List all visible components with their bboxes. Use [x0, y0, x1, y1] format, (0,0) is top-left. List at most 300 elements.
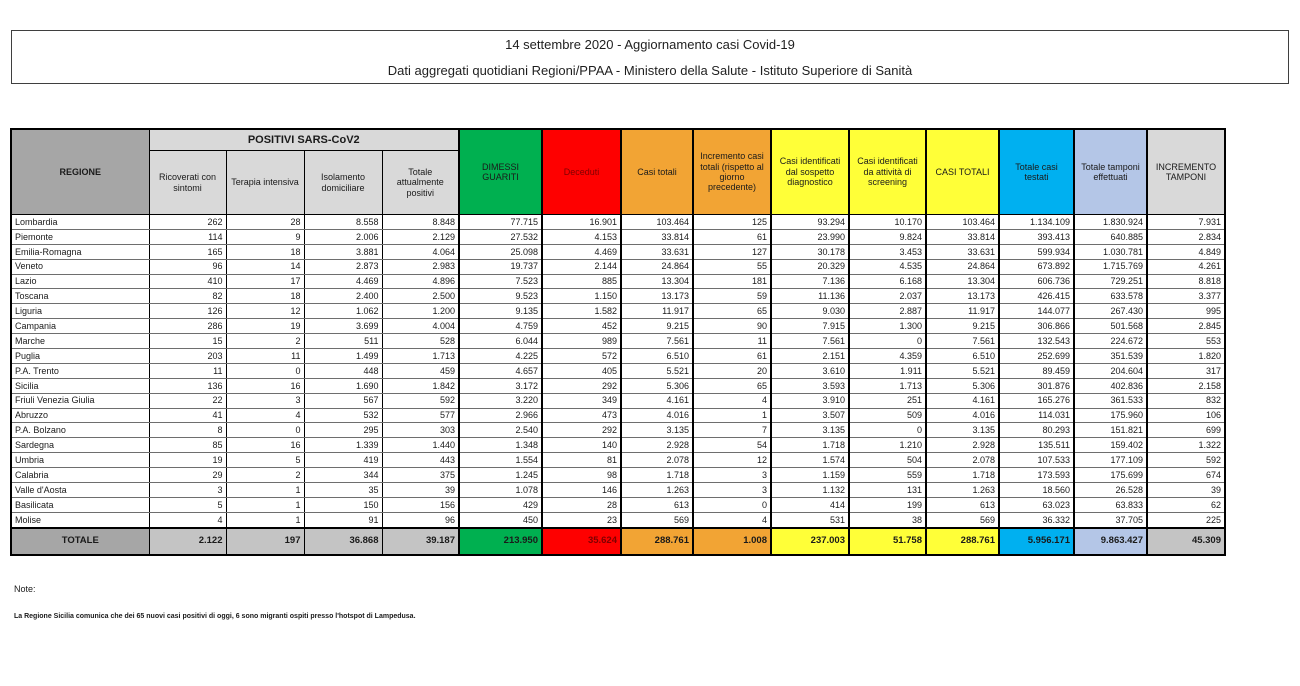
value-cell: 7.931 [1147, 215, 1225, 230]
value-cell: 18 [226, 244, 304, 259]
value-cell: 144.077 [999, 304, 1074, 319]
value-cell: 443 [382, 453, 459, 468]
value-cell: 1.263 [621, 483, 693, 498]
value-cell: 1 [226, 483, 304, 498]
value-cell: 292 [542, 423, 621, 438]
value-cell: 126 [149, 304, 226, 319]
value-cell: 81 [542, 453, 621, 468]
value-cell: 114.031 [999, 408, 1074, 423]
value-cell: 175.699 [1074, 468, 1147, 483]
value-cell: 5.306 [926, 378, 999, 393]
value-cell: 28 [542, 497, 621, 512]
value-cell: 251 [849, 393, 926, 408]
value-cell: 35 [304, 483, 382, 498]
table-row [11, 215, 1225, 230]
total-value-cell: 51.758 [849, 528, 926, 555]
value-cell: 4.161 [926, 393, 999, 408]
value-cell: 1 [226, 497, 304, 512]
value-cell: 203 [149, 349, 226, 364]
table-row [11, 393, 1225, 408]
value-cell: 12 [693, 453, 771, 468]
value-cell: 33.631 [926, 244, 999, 259]
value-cell: 11 [693, 334, 771, 349]
value-cell: 146 [542, 483, 621, 498]
value-cell: 5.521 [621, 363, 693, 378]
region-name-cell: Sicilia [11, 378, 149, 393]
value-cell: 267.430 [1074, 304, 1147, 319]
value-cell: 317 [1147, 363, 1225, 378]
value-cell: 429 [459, 497, 542, 512]
table-row [11, 408, 1225, 423]
value-cell: 16.901 [542, 215, 621, 230]
value-cell: 2.966 [459, 408, 542, 423]
value-cell: 4.657 [459, 363, 542, 378]
value-cell: 23 [542, 512, 621, 527]
value-cell: 12 [226, 304, 304, 319]
value-cell: 1.322 [1147, 438, 1225, 453]
value-cell: 135.511 [999, 438, 1074, 453]
value-cell: 15 [149, 334, 226, 349]
region-name-cell: Calabria [11, 468, 149, 483]
value-cell: 303 [382, 423, 459, 438]
col-header-ricoverati-con-sintomi: Ricoverati con sintomi [149, 151, 226, 215]
total-value-cell: 36.868 [304, 528, 382, 555]
value-cell: 7.561 [926, 334, 999, 349]
total-value-cell: 197 [226, 528, 304, 555]
value-cell: 567 [304, 393, 382, 408]
value-cell: 4.225 [459, 349, 542, 364]
value-cell: 150 [304, 497, 382, 512]
table-body [11, 215, 1225, 528]
value-cell: 1 [226, 512, 304, 527]
value-cell: 2.037 [849, 289, 926, 304]
value-cell: 20.329 [771, 259, 849, 274]
value-cell: 114 [149, 229, 226, 244]
value-cell: 306.866 [999, 319, 1074, 334]
value-cell: 2.500 [382, 289, 459, 304]
region-name-cell: Molise [11, 512, 149, 527]
value-cell: 7.136 [771, 274, 849, 289]
value-cell: 7.915 [771, 319, 849, 334]
value-cell: 1.582 [542, 304, 621, 319]
value-cell: 8.558 [304, 215, 382, 230]
total-value-cell: 5.956.171 [999, 528, 1074, 555]
value-cell: 3.220 [459, 393, 542, 408]
value-cell: 24.864 [621, 259, 693, 274]
value-cell: 103.464 [621, 215, 693, 230]
table-row [11, 378, 1225, 393]
value-cell: 33.814 [621, 229, 693, 244]
table-row [11, 453, 1225, 468]
value-cell: 0 [226, 363, 304, 378]
value-cell: 19 [149, 453, 226, 468]
value-cell: 2.834 [1147, 229, 1225, 244]
region-name-cell: Lazio [11, 274, 149, 289]
value-cell: 2 [226, 468, 304, 483]
value-cell: 6.044 [459, 334, 542, 349]
table-row [11, 304, 1225, 319]
value-cell: 8.818 [1147, 274, 1225, 289]
value-cell: 295 [304, 423, 382, 438]
value-cell: 33.814 [926, 229, 999, 244]
region-name-cell: Campania [11, 319, 149, 334]
table-row [11, 483, 1225, 498]
value-cell: 2.129 [382, 229, 459, 244]
value-cell: 4 [226, 408, 304, 423]
value-cell: 426.415 [999, 289, 1074, 304]
value-cell: 65 [693, 304, 771, 319]
total-value-cell: 39.187 [382, 528, 459, 555]
value-cell: 98 [542, 468, 621, 483]
value-cell: 9 [226, 229, 304, 244]
col-header-deceduti: Deceduti [542, 129, 621, 215]
value-cell: 2.078 [926, 453, 999, 468]
value-cell: 127 [693, 244, 771, 259]
value-cell: 11 [149, 363, 226, 378]
title-line-2: Dati aggregati quotidiani Regioni/PPAA - Ministero della Salute - Istituto Superiore di Sanità [387, 62, 913, 78]
value-cell: 569 [621, 512, 693, 527]
value-cell: 559 [849, 468, 926, 483]
value-cell: 3.507 [771, 408, 849, 423]
value-cell: 995 [1147, 304, 1225, 319]
value-cell: 3.610 [771, 363, 849, 378]
value-cell: 4.153 [542, 229, 621, 244]
value-cell: 1.134.109 [999, 215, 1074, 230]
value-cell: 1.690 [304, 378, 382, 393]
value-cell: 38 [849, 512, 926, 527]
value-cell: 3.593 [771, 378, 849, 393]
value-cell: 59 [693, 289, 771, 304]
value-cell: 4.261 [1147, 259, 1225, 274]
value-cell: 1.554 [459, 453, 542, 468]
value-cell: 2.540 [459, 423, 542, 438]
value-cell: 9.824 [849, 229, 926, 244]
value-cell: 27.532 [459, 229, 542, 244]
region-name-cell: Liguria [11, 304, 149, 319]
value-cell: 9.215 [621, 319, 693, 334]
value-cell: 4.469 [304, 274, 382, 289]
value-cell: 19.737 [459, 259, 542, 274]
value-cell: 7 [693, 423, 771, 438]
value-cell: 11.917 [926, 304, 999, 319]
col-header-regione: REGIONE [11, 129, 149, 215]
value-cell: 7.561 [771, 334, 849, 349]
value-cell: 301.876 [999, 378, 1074, 393]
value-cell: 1.348 [459, 438, 542, 453]
value-cell: 5.521 [926, 363, 999, 378]
value-cell: 18.560 [999, 483, 1074, 498]
col-header-totale-attualmente-positivi: Totale attualmente positivi [382, 151, 459, 215]
total-value-cell: 9.863.427 [1074, 528, 1147, 555]
value-cell: 419 [304, 453, 382, 468]
value-cell: 1.718 [926, 468, 999, 483]
region-name-cell: Emilia-Romagna [11, 244, 149, 259]
value-cell: 613 [621, 497, 693, 512]
value-cell: 5 [149, 497, 226, 512]
value-cell: 2.151 [771, 349, 849, 364]
value-cell: 3.699 [304, 319, 382, 334]
notes-label: Note: [14, 584, 36, 594]
value-cell: 13.304 [926, 274, 999, 289]
value-cell: 509 [849, 408, 926, 423]
value-cell: 4 [693, 393, 771, 408]
value-cell: 16 [226, 438, 304, 453]
value-cell: 592 [1147, 453, 1225, 468]
notes-text: La Regione Sicilia comunica che dei 65 nuovi casi positivi di oggi, 6 sono migranti ospiti presso l'hotspot di Lampedusa. [14, 613, 416, 620]
value-cell: 54 [693, 438, 771, 453]
region-name-cell: P.A. Trento [11, 363, 149, 378]
value-cell: 1.713 [382, 349, 459, 364]
value-cell: 351.539 [1074, 349, 1147, 364]
value-cell: 375 [382, 468, 459, 483]
value-cell: 24.864 [926, 259, 999, 274]
value-cell: 4.535 [849, 259, 926, 274]
value-cell: 13.304 [621, 274, 693, 289]
value-cell: 8 [149, 423, 226, 438]
value-cell: 62 [1147, 497, 1225, 512]
value-cell: 224.672 [1074, 334, 1147, 349]
table-row [11, 497, 1225, 512]
value-cell: 65 [693, 378, 771, 393]
region-name-cell: Abruzzo [11, 408, 149, 423]
region-name-cell: Umbria [11, 453, 149, 468]
col-header-incremento-casi-totali: Incremento casi totali (rispetto al giorno precedente) [693, 129, 771, 215]
table-row [11, 334, 1225, 349]
total-row [11, 528, 1225, 555]
value-cell: 16 [226, 378, 304, 393]
value-cell: 2.158 [1147, 378, 1225, 393]
value-cell: 5.306 [621, 378, 693, 393]
value-cell: 131 [849, 483, 926, 498]
region-name-cell: P.A. Bolzano [11, 423, 149, 438]
value-cell: 402.836 [1074, 378, 1147, 393]
value-cell: 61 [693, 349, 771, 364]
table-row [11, 349, 1225, 364]
value-cell: 11 [226, 349, 304, 364]
region-name-cell: Friuli Venezia Giulia [11, 393, 149, 408]
value-cell: 9.135 [459, 304, 542, 319]
region-name-cell: Puglia [11, 349, 149, 364]
value-cell: 459 [382, 363, 459, 378]
value-cell: 36.332 [999, 512, 1074, 527]
value-cell: 23.990 [771, 229, 849, 244]
value-cell: 1.300 [849, 319, 926, 334]
total-value-cell: 2.122 [149, 528, 226, 555]
value-cell: 0 [693, 497, 771, 512]
value-cell: 2.928 [621, 438, 693, 453]
value-cell: 151.821 [1074, 423, 1147, 438]
value-cell: 11.136 [771, 289, 849, 304]
value-cell: 173.593 [999, 468, 1074, 483]
value-cell: 4.161 [621, 393, 693, 408]
value-cell: 165 [149, 244, 226, 259]
value-cell: 20 [693, 363, 771, 378]
value-cell: 4 [693, 512, 771, 527]
value-cell: 91 [304, 512, 382, 527]
region-name-cell: Basilicata [11, 497, 149, 512]
value-cell: 103.464 [926, 215, 999, 230]
value-cell: 136 [149, 378, 226, 393]
total-value-cell: 45.309 [1147, 528, 1225, 555]
value-cell: 63.023 [999, 497, 1074, 512]
value-cell: 13.173 [621, 289, 693, 304]
value-cell: 2.845 [1147, 319, 1225, 334]
value-cell: 252.699 [999, 349, 1074, 364]
value-cell: 22 [149, 393, 226, 408]
value-cell: 2.006 [304, 229, 382, 244]
total-value-cell: 288.761 [926, 528, 999, 555]
value-cell: 0 [849, 334, 926, 349]
value-cell: 107.533 [999, 453, 1074, 468]
region-name-cell: Valle d'Aosta [11, 483, 149, 498]
region-name-cell: Veneto [11, 259, 149, 274]
value-cell: 1.200 [382, 304, 459, 319]
value-cell: 531 [771, 512, 849, 527]
value-cell: 393.413 [999, 229, 1074, 244]
value-cell: 9.030 [771, 304, 849, 319]
value-cell: 1.574 [771, 453, 849, 468]
value-cell: 0 [849, 423, 926, 438]
title-box [11, 30, 1289, 84]
value-cell: 9.215 [926, 319, 999, 334]
value-cell: 553 [1147, 334, 1225, 349]
value-cell: 140 [542, 438, 621, 453]
value-cell: 5 [226, 453, 304, 468]
value-cell: 9.523 [459, 289, 542, 304]
table-row [11, 244, 1225, 259]
value-cell: 14 [226, 259, 304, 274]
value-cell: 39 [1147, 483, 1225, 498]
col-group-positivi-sars-cov2: POSITIVI SARS-CoV2 [149, 129, 459, 151]
value-cell: 156 [382, 497, 459, 512]
value-cell: 1.715.769 [1074, 259, 1147, 274]
total-value-cell: 35.624 [542, 528, 621, 555]
value-cell: 262 [149, 215, 226, 230]
value-cell: 4.359 [849, 349, 926, 364]
value-cell: 729.251 [1074, 274, 1147, 289]
value-cell: 1.150 [542, 289, 621, 304]
value-cell: 501.568 [1074, 319, 1147, 334]
value-cell: 3.135 [926, 423, 999, 438]
value-cell: 19 [226, 319, 304, 334]
value-cell: 885 [542, 274, 621, 289]
value-cell: 159.402 [1074, 438, 1147, 453]
value-cell: 17 [226, 274, 304, 289]
total-label-cell: TOTALE [11, 528, 149, 555]
value-cell: 1.339 [304, 438, 382, 453]
value-cell: 6.510 [926, 349, 999, 364]
value-cell: 292 [542, 378, 621, 393]
value-cell: 286 [149, 319, 226, 334]
value-cell: 6.510 [621, 349, 693, 364]
table-footer [11, 528, 1225, 555]
region-name-cell: Marche [11, 334, 149, 349]
value-cell: 1.842 [382, 378, 459, 393]
value-cell: 2.887 [849, 304, 926, 319]
value-cell: 3 [226, 393, 304, 408]
value-cell: 599.934 [999, 244, 1074, 259]
value-cell: 96 [382, 512, 459, 527]
col-header-terapia-intensiva: Terapia intensiva [226, 151, 304, 215]
value-cell: 181 [693, 274, 771, 289]
value-cell: 3 [693, 483, 771, 498]
table-row [11, 363, 1225, 378]
value-cell: 2.078 [621, 453, 693, 468]
value-cell: 674 [1147, 468, 1225, 483]
value-cell: 1.440 [382, 438, 459, 453]
value-cell: 3.377 [1147, 289, 1225, 304]
region-name-cell: Piemonte [11, 229, 149, 244]
value-cell: 0 [226, 423, 304, 438]
region-name-cell: Toscana [11, 289, 149, 304]
region-name-cell: Sardegna [11, 438, 149, 453]
value-cell: 4.896 [382, 274, 459, 289]
value-cell: 1.911 [849, 363, 926, 378]
col-header-dimessi-guariti: DIMESSI GUARITI [459, 129, 542, 215]
value-cell: 77.715 [459, 215, 542, 230]
value-cell: 3.453 [849, 244, 926, 259]
value-cell: 832 [1147, 393, 1225, 408]
value-cell: 448 [304, 363, 382, 378]
value-cell: 450 [459, 512, 542, 527]
value-cell: 199 [849, 497, 926, 512]
value-cell: 2.400 [304, 289, 382, 304]
col-header-totale-tamponi: Totale tamponi effettuati [1074, 129, 1147, 215]
value-cell: 2.873 [304, 259, 382, 274]
value-cell: 96 [149, 259, 226, 274]
value-cell: 63.833 [1074, 497, 1147, 512]
table-row [11, 512, 1225, 527]
value-cell: 569 [926, 512, 999, 527]
value-cell: 592 [382, 393, 459, 408]
value-cell: 405 [542, 363, 621, 378]
col-header-incremento-tamponi: INCREMENTO TAMPONI [1147, 129, 1225, 215]
table-row [11, 259, 1225, 274]
value-cell: 177.109 [1074, 453, 1147, 468]
value-cell: 29 [149, 468, 226, 483]
table-row [11, 229, 1225, 244]
value-cell: 125 [693, 215, 771, 230]
value-cell: 577 [382, 408, 459, 423]
value-cell: 61 [693, 229, 771, 244]
value-cell: 106 [1147, 408, 1225, 423]
value-cell: 1.499 [304, 349, 382, 364]
value-cell: 2.928 [926, 438, 999, 453]
table-row [11, 423, 1225, 438]
value-cell: 532 [304, 408, 382, 423]
value-cell: 93.294 [771, 215, 849, 230]
value-cell: 8.848 [382, 215, 459, 230]
table-row [11, 468, 1225, 483]
value-cell: 7.523 [459, 274, 542, 289]
value-cell: 11.917 [621, 304, 693, 319]
value-cell: 41 [149, 408, 226, 423]
value-cell: 80.293 [999, 423, 1074, 438]
value-cell: 2.144 [542, 259, 621, 274]
value-cell: 1.030.781 [1074, 244, 1147, 259]
value-cell: 4.849 [1147, 244, 1225, 259]
notes-section [14, 584, 416, 620]
value-cell: 1.820 [1147, 349, 1225, 364]
value-cell: 39 [382, 483, 459, 498]
value-cell: 410 [149, 274, 226, 289]
value-cell: 452 [542, 319, 621, 334]
value-cell: 4 [149, 512, 226, 527]
value-cell: 3.135 [621, 423, 693, 438]
value-cell: 18 [226, 289, 304, 304]
region-name-cell: Lombardia [11, 215, 149, 230]
value-cell: 3.172 [459, 378, 542, 393]
